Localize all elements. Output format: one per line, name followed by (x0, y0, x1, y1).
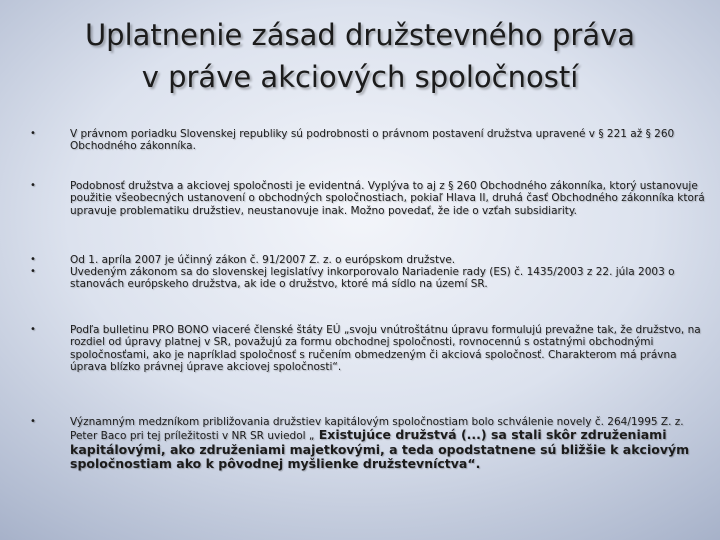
slide-title-line-1: Uplatnenie zásad družstevného práva (84, 18, 636, 52)
slide-title (20, 14, 700, 98)
bullet-item-2 (30, 180, 710, 217)
bullet-text-5: Podľa bulletinu PRO BONO viaceré členské štáty EÚ „svoju vnútroštátnu úpravu formulujú prevažne tak, že družstvo, na rozdiel od úpravy platnej v SR, považujú za formu obchodnej spoločnosti, rovnocennú s ostatnými obchodnými spoločnosťami, ako je napríklad spoločnosť s ručením obmedzeným či akciová spoločnosť. Charakterom má právna úprava blízko právnej úprave akciovej spoločnosti“. (70, 324, 701, 373)
bullet-text-3: Od 1. apríla 2007 je účinný zákon č. 91/2007 Z. z. o európskom družstve. (70, 254, 456, 266)
bullet-item-5 (30, 324, 710, 373)
bullet-dot-icon: • (30, 128, 36, 139)
bullet-dot-icon: • (30, 416, 36, 427)
bullet-text-1: V právnom poriadku Slovenskej republiky sú podrobnosti o právnom postavení družstva upravené v § 221 až § 260 Obchodného zákonníka. (70, 128, 675, 153)
bullet-item-1 (30, 128, 710, 153)
bullet-item-3 (30, 254, 710, 266)
slide-title-line-2: v práve akciových spoločností (141, 60, 579, 94)
bullet-dot-icon: • (30, 266, 36, 277)
bullet-item-6 (30, 416, 710, 471)
bullet-dot-icon: • (30, 254, 36, 265)
bullet-text-6-regular: Významným medzníkom približovania družstiev kapitálovým spoločnostiam bolo schválenie novely č. 264/1995 Z. z. Peter Baco pri tej príležitosti v NR SR uviedol „ (70, 416, 684, 443)
bullet-dot-icon: • (30, 324, 36, 335)
bullet-text-4: Uvedeným zákonom sa do slovenskej legislatívy inkorporovalo Nariadenie rady (ES) č. 1435/2003 z 22. júla 2003 o stanovách európskeho družstva, ak ide o družstvo, ktoré má sídlo na území SR. (70, 266, 675, 291)
bullet-item-4 (30, 266, 710, 291)
bullet-text-6-bold: Existujúce družstvá (...) sa stali skôr združeniami kapitálovými, ako združeniami majetkovými, a teda opodstatnene sú bližšie k akciovým spoločnostiam ako k pôvodnej myšlienke družstevníctva“. (70, 427, 690, 471)
bullet-text-2: Podobnosť družstva a akciovej spoločnosti je evidentná. Vyplýva to aj z § 260 Obchodného zákonníka, ktorý ustanovuje použitie všeobecných ustanovení o obchodných spoločnostiach, pokiaľ Hlava II, druhá časť Obchodného zákonníka ktorá upravuje problematiku družstiev, neustanovuje inak. Možno povedať, že ide o vzťah subsidiarity. (70, 180, 705, 217)
bullet-dot-icon: • (30, 180, 36, 191)
